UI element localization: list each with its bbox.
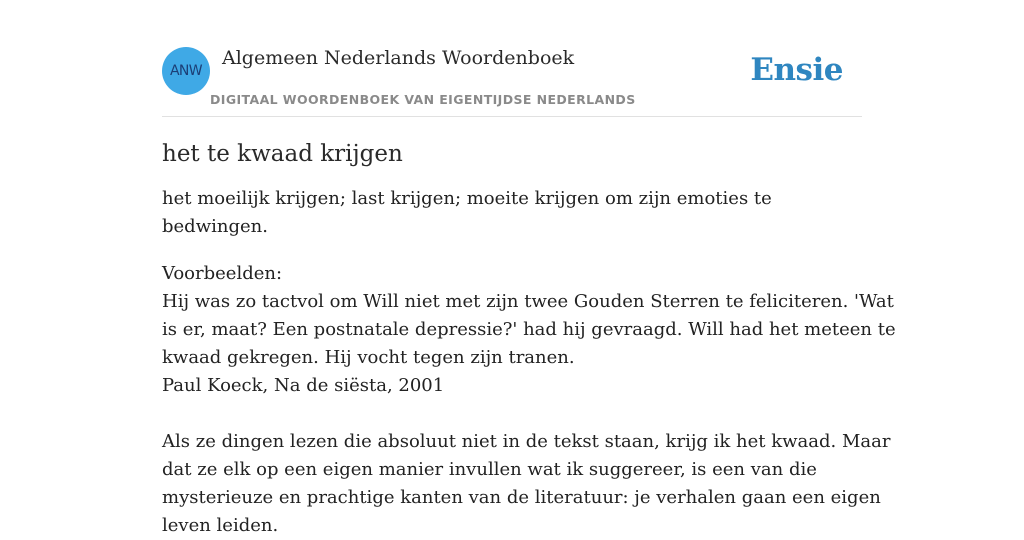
entry-definition: het moeilijk krijgen; last krijgen; moeite krijgen om zijn emoties te bedwingen. — [162, 188, 772, 237]
dictionary-title[interactable]: Algemeen Nederlands Woordenboek — [222, 47, 575, 69]
anw-logo[interactable]: ANW — [162, 47, 210, 95]
dictionary-subtitle: DIGITAAL WOORDENBOEK VAN EIGENTIJDSE NEDERLANDS — [210, 92, 636, 107]
example-source: Paul Koeck, Na de siësta, 2001 — [162, 375, 445, 396]
entry-content — [162, 138, 896, 540]
examples-block — [162, 260, 896, 540]
example-line: Als ze dingen lezen die absoluut niet in de tekst staan, krijg ik het kwaad. Maar — [162, 431, 891, 452]
entry-term: het te kwaad krijgen — [162, 141, 403, 167]
example-line: Hij was zo tactvol om Will niet met zijn twee Gouden Sterren te feliciteren. 'Wat — [162, 291, 894, 312]
example-line: dat ze elk op een eigen manier invullen wat ik suggereer, is een van die — [162, 459, 817, 480]
examples-label: Voorbeelden: — [162, 263, 283, 284]
example-line: kwaad gekregen. Hij vocht tegen zijn tranen. — [162, 347, 575, 368]
site-header — [162, 46, 862, 117]
example-line: is er, maat? Een postnatale depressie?' had hij gevraagd. Will had het meteen te — [162, 319, 896, 340]
example-line: leven leiden. — [162, 515, 279, 536]
example-line: mysterieuze en prachtige kanten van de literatuur: je verhalen gaan een eigen — [162, 487, 881, 508]
example-spacer — [162, 400, 862, 428]
ensie-logo[interactable]: Ensie — [750, 52, 843, 88]
